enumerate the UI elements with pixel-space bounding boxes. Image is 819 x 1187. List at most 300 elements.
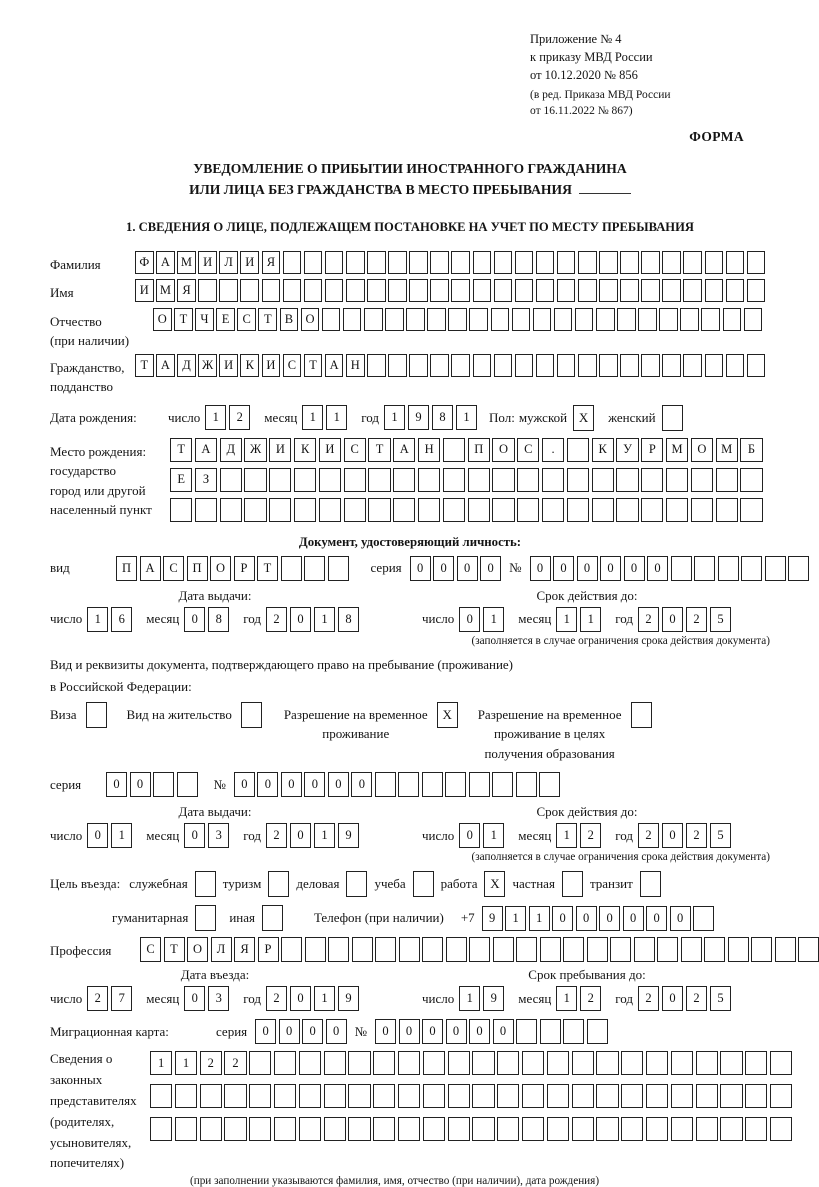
char-cell[interactable] bbox=[696, 1084, 718, 1108]
char-cell[interactable] bbox=[344, 468, 366, 492]
doc-series-grid[interactable] bbox=[410, 556, 502, 581]
char-cell[interactable]: С bbox=[140, 937, 161, 962]
char-cell[interactable] bbox=[596, 308, 615, 331]
profession-grid[interactable] bbox=[140, 937, 819, 962]
char-cell[interactable]: 3 bbox=[208, 986, 229, 1011]
char-cell[interactable]: К bbox=[592, 438, 614, 462]
char-cell[interactable] bbox=[587, 1019, 608, 1044]
char-cell[interactable] bbox=[448, 1051, 470, 1075]
char-cell[interactable] bbox=[517, 498, 539, 522]
char-cell[interactable]: 0 bbox=[469, 1019, 490, 1044]
char-cell[interactable] bbox=[220, 468, 242, 492]
char-cell[interactable]: А bbox=[325, 354, 344, 377]
char-cell[interactable] bbox=[726, 354, 745, 377]
char-cell[interactable]: Л bbox=[211, 937, 232, 962]
residence-number-grid[interactable] bbox=[234, 772, 561, 797]
representatives-grid-row2[interactable] bbox=[150, 1084, 792, 1108]
char-cell[interactable] bbox=[720, 1084, 742, 1108]
char-cell[interactable]: 2 bbox=[224, 1051, 246, 1075]
char-cell[interactable] bbox=[617, 308, 636, 331]
char-cell[interactable] bbox=[269, 498, 291, 522]
char-cell[interactable] bbox=[557, 251, 576, 274]
char-cell[interactable] bbox=[422, 937, 443, 962]
char-cell[interactable]: 8 bbox=[338, 607, 359, 632]
char-cell[interactable] bbox=[578, 251, 597, 274]
char-cell[interactable] bbox=[494, 279, 513, 302]
char-cell[interactable]: Ж bbox=[198, 354, 217, 377]
char-cell[interactable]: 0 bbox=[399, 1019, 420, 1044]
date-month-cells[interactable] bbox=[556, 823, 601, 848]
char-cell[interactable]: А bbox=[156, 251, 175, 274]
char-cell[interactable] bbox=[533, 308, 552, 331]
char-cell[interactable]: 2 bbox=[229, 405, 250, 430]
char-cell[interactable] bbox=[696, 1051, 718, 1075]
char-cell[interactable] bbox=[430, 251, 449, 274]
char-cell[interactable]: 9 bbox=[483, 986, 504, 1011]
char-cell[interactable] bbox=[547, 1051, 569, 1075]
char-cell[interactable]: Т bbox=[174, 308, 193, 331]
char-cell[interactable] bbox=[718, 556, 739, 581]
char-cell[interactable] bbox=[468, 498, 490, 522]
char-cell[interactable] bbox=[515, 354, 534, 377]
char-cell[interactable] bbox=[328, 556, 349, 581]
char-cell[interactable]: О bbox=[301, 308, 320, 331]
date-month-cells[interactable] bbox=[556, 986, 601, 1011]
char-cell[interactable]: 0 bbox=[577, 556, 598, 581]
entry-date-grid[interactable] bbox=[50, 986, 359, 1011]
char-cell[interactable] bbox=[274, 1117, 296, 1141]
char-cell[interactable] bbox=[249, 1117, 271, 1141]
char-cell[interactable]: 0 bbox=[328, 772, 349, 797]
char-cell[interactable] bbox=[616, 468, 638, 492]
char-cell[interactable]: 1 bbox=[456, 405, 477, 430]
char-cell[interactable] bbox=[325, 279, 344, 302]
char-cell[interactable]: 0 bbox=[410, 556, 431, 581]
char-cell[interactable]: 0 bbox=[600, 556, 621, 581]
char-cell[interactable] bbox=[720, 1051, 742, 1075]
char-cell[interactable] bbox=[726, 251, 745, 274]
char-cell[interactable]: 0 bbox=[302, 1019, 323, 1044]
char-cell[interactable] bbox=[423, 1084, 445, 1108]
char-cell[interactable]: 0 bbox=[662, 823, 683, 848]
char-cell[interactable]: 0 bbox=[257, 772, 278, 797]
char-cell[interactable]: О bbox=[153, 308, 172, 331]
char-cell[interactable]: 8 bbox=[208, 607, 229, 632]
char-cell[interactable] bbox=[388, 279, 407, 302]
char-cell[interactable]: 1 bbox=[483, 607, 504, 632]
char-cell[interactable] bbox=[592, 498, 614, 522]
char-cell[interactable] bbox=[616, 498, 638, 522]
char-cell[interactable] bbox=[200, 1117, 222, 1141]
char-cell[interactable]: П bbox=[468, 438, 490, 462]
char-cell[interactable] bbox=[662, 251, 681, 274]
char-cell[interactable]: 1 bbox=[302, 405, 323, 430]
char-cell[interactable]: 0 bbox=[670, 906, 691, 931]
char-cell[interactable] bbox=[621, 1117, 643, 1141]
char-cell[interactable]: З bbox=[195, 468, 217, 492]
char-cell[interactable]: 0 bbox=[599, 906, 620, 931]
char-cell[interactable]: 2 bbox=[638, 607, 659, 632]
char-cell[interactable] bbox=[765, 556, 786, 581]
char-cell[interactable] bbox=[446, 937, 467, 962]
representatives-grid-row1[interactable] bbox=[150, 1051, 792, 1075]
char-cell[interactable]: 9 bbox=[482, 906, 503, 931]
char-cell[interactable] bbox=[494, 251, 513, 274]
char-cell[interactable] bbox=[723, 308, 742, 331]
char-cell[interactable]: 9 bbox=[338, 823, 359, 848]
char-cell[interactable]: 0 bbox=[623, 906, 644, 931]
char-cell[interactable] bbox=[409, 251, 428, 274]
char-cell[interactable] bbox=[747, 354, 766, 377]
char-cell[interactable]: 0 bbox=[184, 823, 205, 848]
char-cell[interactable] bbox=[542, 468, 564, 492]
char-cell[interactable] bbox=[740, 498, 762, 522]
char-cell[interactable] bbox=[423, 1117, 445, 1141]
char-cell[interactable]: 0 bbox=[553, 556, 574, 581]
residence-permit-checkbox[interactable] bbox=[241, 702, 262, 728]
char-cell[interactable] bbox=[751, 937, 772, 962]
residence-expiry-grid[interactable] bbox=[422, 823, 731, 848]
char-cell[interactable] bbox=[451, 279, 470, 302]
char-cell[interactable]: 0 bbox=[422, 1019, 443, 1044]
char-cell[interactable] bbox=[641, 279, 660, 302]
visa-checkbox[interactable] bbox=[86, 702, 107, 728]
char-cell[interactable] bbox=[770, 1084, 792, 1108]
char-cell[interactable] bbox=[388, 354, 407, 377]
char-cell[interactable] bbox=[448, 1084, 470, 1108]
char-cell[interactable] bbox=[262, 279, 281, 302]
char-cell[interactable] bbox=[322, 308, 341, 331]
char-cell[interactable] bbox=[516, 1019, 537, 1044]
char-cell[interactable]: 0 bbox=[255, 1019, 276, 1044]
char-cell[interactable]: 0 bbox=[290, 607, 311, 632]
char-cell[interactable] bbox=[720, 1117, 742, 1141]
char-cell[interactable] bbox=[522, 1051, 544, 1075]
char-cell[interactable]: 2 bbox=[638, 986, 659, 1011]
char-cell[interactable]: 1 bbox=[483, 823, 504, 848]
char-cell[interactable] bbox=[493, 937, 514, 962]
char-cell[interactable] bbox=[596, 1051, 618, 1075]
char-cell[interactable] bbox=[373, 1117, 395, 1141]
char-cell[interactable] bbox=[398, 772, 419, 797]
citizenship-grid[interactable] bbox=[135, 354, 765, 377]
char-cell[interactable] bbox=[770, 1051, 792, 1075]
char-cell[interactable]: Н bbox=[418, 438, 440, 462]
char-cell[interactable]: 1 bbox=[556, 986, 577, 1011]
char-cell[interactable] bbox=[430, 279, 449, 302]
char-cell[interactable]: 5 bbox=[710, 823, 731, 848]
char-cell[interactable] bbox=[646, 1084, 668, 1108]
char-cell[interactable] bbox=[367, 279, 386, 302]
char-cell[interactable] bbox=[367, 251, 386, 274]
date-year-cells[interactable] bbox=[266, 607, 359, 632]
gender-female-checkbox[interactable] bbox=[662, 405, 683, 431]
char-cell[interactable] bbox=[409, 354, 428, 377]
char-cell[interactable]: А bbox=[393, 438, 415, 462]
char-cell[interactable]: 9 bbox=[338, 986, 359, 1011]
char-cell[interactable]: 0 bbox=[87, 823, 108, 848]
purpose-humanitarian-checkbox[interactable] bbox=[195, 905, 216, 931]
char-cell[interactable]: 2 bbox=[87, 986, 108, 1011]
char-cell[interactable]: 0 bbox=[493, 1019, 514, 1044]
char-cell[interactable]: И bbox=[198, 251, 217, 274]
char-cell[interactable]: И bbox=[240, 251, 259, 274]
purpose-other-checkbox[interactable] bbox=[262, 905, 283, 931]
char-cell[interactable]: 1 bbox=[580, 607, 601, 632]
char-cell[interactable] bbox=[563, 1019, 584, 1044]
char-cell[interactable] bbox=[472, 1117, 494, 1141]
char-cell[interactable] bbox=[610, 937, 631, 962]
date-day-cells[interactable] bbox=[87, 986, 132, 1011]
char-cell[interactable]: Т bbox=[170, 438, 192, 462]
date-year-cells[interactable] bbox=[266, 823, 359, 848]
char-cell[interactable] bbox=[430, 354, 449, 377]
char-cell[interactable]: 0 bbox=[290, 986, 311, 1011]
char-cell[interactable] bbox=[224, 1084, 246, 1108]
expiry-date-grid[interactable] bbox=[422, 607, 731, 632]
char-cell[interactable]: Я bbox=[262, 251, 281, 274]
char-cell[interactable] bbox=[694, 556, 715, 581]
migration-series-grid[interactable] bbox=[255, 1019, 347, 1044]
char-cell[interactable] bbox=[705, 251, 724, 274]
stay-until-grid[interactable] bbox=[422, 986, 731, 1011]
char-cell[interactable]: П bbox=[187, 556, 208, 581]
char-cell[interactable] bbox=[283, 279, 302, 302]
char-cell[interactable] bbox=[638, 308, 657, 331]
doc-number-grid[interactable] bbox=[530, 556, 810, 581]
purpose-private-checkbox[interactable] bbox=[562, 871, 583, 897]
char-cell[interactable]: Ч bbox=[195, 308, 214, 331]
char-cell[interactable] bbox=[592, 468, 614, 492]
char-cell[interactable] bbox=[473, 251, 492, 274]
char-cell[interactable]: 0 bbox=[662, 607, 683, 632]
char-cell[interactable] bbox=[547, 1117, 569, 1141]
char-cell[interactable] bbox=[563, 937, 584, 962]
char-cell[interactable] bbox=[567, 498, 589, 522]
char-cell[interactable] bbox=[348, 1051, 370, 1075]
doc-type-grid[interactable] bbox=[116, 556, 349, 581]
char-cell[interactable] bbox=[554, 308, 573, 331]
char-cell[interactable]: Р bbox=[258, 937, 279, 962]
char-cell[interactable] bbox=[492, 498, 514, 522]
char-cell[interactable] bbox=[281, 556, 302, 581]
char-cell[interactable]: Т bbox=[368, 438, 390, 462]
char-cell[interactable] bbox=[469, 308, 488, 331]
char-cell[interactable] bbox=[448, 308, 467, 331]
date-month-cells[interactable] bbox=[302, 405, 347, 430]
patronymic-grid[interactable] bbox=[153, 308, 762, 331]
char-cell[interactable]: 0 bbox=[130, 772, 151, 797]
char-cell[interactable]: 2 bbox=[580, 823, 601, 848]
char-cell[interactable] bbox=[540, 1019, 561, 1044]
char-cell[interactable]: С bbox=[283, 354, 302, 377]
char-cell[interactable] bbox=[522, 1117, 544, 1141]
char-cell[interactable]: 1 bbox=[505, 906, 526, 931]
char-cell[interactable] bbox=[741, 556, 762, 581]
char-cell[interactable] bbox=[304, 251, 323, 274]
char-cell[interactable]: М bbox=[716, 438, 738, 462]
char-cell[interactable]: 8 bbox=[432, 405, 453, 430]
char-cell[interactable] bbox=[443, 468, 465, 492]
char-cell[interactable] bbox=[536, 354, 555, 377]
char-cell[interactable]: О bbox=[210, 556, 231, 581]
char-cell[interactable] bbox=[325, 251, 344, 274]
char-cell[interactable] bbox=[705, 354, 724, 377]
char-cell[interactable] bbox=[304, 279, 323, 302]
char-cell[interactable]: 0 bbox=[530, 556, 551, 581]
char-cell[interactable]: 1 bbox=[556, 823, 577, 848]
char-cell[interactable] bbox=[621, 1084, 643, 1108]
char-cell[interactable]: 2 bbox=[266, 823, 287, 848]
char-cell[interactable] bbox=[393, 498, 415, 522]
residence-series-grid[interactable] bbox=[106, 772, 198, 797]
char-cell[interactable] bbox=[319, 498, 341, 522]
char-cell[interactable] bbox=[472, 1051, 494, 1075]
char-cell[interactable] bbox=[701, 308, 720, 331]
char-cell[interactable] bbox=[716, 468, 738, 492]
char-cell[interactable]: И bbox=[219, 354, 238, 377]
issue-date-grid[interactable] bbox=[50, 607, 359, 632]
char-cell[interactable]: 0 bbox=[646, 906, 667, 931]
char-cell[interactable] bbox=[385, 308, 404, 331]
char-cell[interactable]: Е bbox=[170, 468, 192, 492]
char-cell[interactable]: 1 bbox=[150, 1051, 172, 1075]
date-year-cells[interactable] bbox=[266, 986, 359, 1011]
char-cell[interactable] bbox=[418, 468, 440, 492]
surname-grid[interactable] bbox=[135, 251, 765, 274]
char-cell[interactable]: Р bbox=[641, 438, 663, 462]
date-day-cells[interactable] bbox=[87, 823, 132, 848]
char-cell[interactable] bbox=[299, 1084, 321, 1108]
char-cell[interactable] bbox=[620, 251, 639, 274]
char-cell[interactable] bbox=[375, 772, 396, 797]
char-cell[interactable] bbox=[451, 354, 470, 377]
char-cell[interactable] bbox=[398, 1084, 420, 1108]
char-cell[interactable] bbox=[274, 1084, 296, 1108]
char-cell[interactable] bbox=[620, 279, 639, 302]
char-cell[interactable]: Я bbox=[234, 937, 255, 962]
char-cell[interactable] bbox=[557, 354, 576, 377]
char-cell[interactable] bbox=[621, 1051, 643, 1075]
char-cell[interactable]: 7 bbox=[111, 986, 132, 1011]
char-cell[interactable] bbox=[344, 498, 366, 522]
char-cell[interactable] bbox=[575, 308, 594, 331]
char-cell[interactable] bbox=[788, 556, 809, 581]
char-cell[interactable] bbox=[367, 354, 386, 377]
char-cell[interactable]: А bbox=[195, 438, 217, 462]
char-cell[interactable] bbox=[324, 1051, 346, 1075]
date-year-cells[interactable] bbox=[638, 607, 731, 632]
char-cell[interactable] bbox=[364, 308, 383, 331]
char-cell[interactable] bbox=[515, 251, 534, 274]
char-cell[interactable]: 1 bbox=[314, 823, 335, 848]
char-cell[interactable] bbox=[536, 251, 555, 274]
char-cell[interactable] bbox=[497, 1051, 519, 1075]
representatives-grid-row3[interactable] bbox=[150, 1117, 792, 1141]
purpose-study-checkbox[interactable] bbox=[413, 871, 434, 897]
char-cell[interactable]: А bbox=[156, 354, 175, 377]
char-cell[interactable] bbox=[175, 1084, 197, 1108]
char-cell[interactable] bbox=[683, 251, 702, 274]
char-cell[interactable] bbox=[305, 937, 326, 962]
char-cell[interactable]: 0 bbox=[647, 556, 668, 581]
char-cell[interactable]: 2 bbox=[266, 607, 287, 632]
char-cell[interactable] bbox=[491, 308, 510, 331]
char-cell[interactable]: 0 bbox=[106, 772, 127, 797]
char-cell[interactable] bbox=[492, 468, 514, 492]
char-cell[interactable] bbox=[641, 354, 660, 377]
char-cell[interactable] bbox=[745, 1084, 767, 1108]
char-cell[interactable]: 0 bbox=[375, 1019, 396, 1044]
char-cell[interactable] bbox=[681, 937, 702, 962]
char-cell[interactable]: У bbox=[616, 438, 638, 462]
char-cell[interactable]: Д bbox=[220, 438, 242, 462]
char-cell[interactable]: Е bbox=[216, 308, 235, 331]
char-cell[interactable]: Т bbox=[135, 354, 154, 377]
char-cell[interactable]: 0 bbox=[576, 906, 597, 931]
char-cell[interactable] bbox=[578, 279, 597, 302]
char-cell[interactable]: 3 bbox=[208, 823, 229, 848]
char-cell[interactable] bbox=[399, 937, 420, 962]
char-cell[interactable] bbox=[745, 1051, 767, 1075]
char-cell[interactable] bbox=[659, 308, 678, 331]
date-year-cells[interactable] bbox=[638, 986, 731, 1011]
char-cell[interactable] bbox=[747, 251, 766, 274]
char-cell[interactable] bbox=[170, 498, 192, 522]
char-cell[interactable]: А bbox=[140, 556, 161, 581]
date-month-cells[interactable] bbox=[184, 607, 229, 632]
char-cell[interactable]: 0 bbox=[281, 772, 302, 797]
purpose-tourism-checkbox[interactable] bbox=[268, 871, 289, 897]
char-cell[interactable]: Н bbox=[346, 354, 365, 377]
char-cell[interactable] bbox=[596, 1084, 618, 1108]
char-cell[interactable] bbox=[368, 468, 390, 492]
char-cell[interactable] bbox=[393, 468, 415, 492]
char-cell[interactable]: 0 bbox=[234, 772, 255, 797]
char-cell[interactable]: 1 bbox=[326, 405, 347, 430]
char-cell[interactable]: М bbox=[666, 438, 688, 462]
char-cell[interactable]: 1 bbox=[175, 1051, 197, 1075]
char-cell[interactable] bbox=[294, 498, 316, 522]
char-cell[interactable]: 0 bbox=[662, 986, 683, 1011]
char-cell[interactable] bbox=[745, 1117, 767, 1141]
char-cell[interactable]: 0 bbox=[304, 772, 325, 797]
char-cell[interactable] bbox=[398, 1051, 420, 1075]
char-cell[interactable] bbox=[469, 772, 490, 797]
char-cell[interactable]: Ф bbox=[135, 251, 154, 274]
char-cell[interactable]: О bbox=[691, 438, 713, 462]
char-cell[interactable]: 0 bbox=[459, 607, 480, 632]
char-cell[interactable] bbox=[200, 1084, 222, 1108]
char-cell[interactable]: 2 bbox=[686, 607, 707, 632]
char-cell[interactable] bbox=[443, 438, 465, 462]
residence-issue-grid[interactable] bbox=[50, 823, 359, 848]
char-cell[interactable] bbox=[693, 906, 714, 931]
char-cell[interactable] bbox=[423, 1051, 445, 1075]
char-cell[interactable] bbox=[567, 438, 589, 462]
char-cell[interactable] bbox=[587, 937, 608, 962]
char-cell[interactable]: 0 bbox=[184, 986, 205, 1011]
char-cell[interactable]: С bbox=[163, 556, 184, 581]
char-cell[interactable] bbox=[468, 468, 490, 492]
char-cell[interactable] bbox=[515, 279, 534, 302]
char-cell[interactable]: 1 bbox=[314, 986, 335, 1011]
char-cell[interactable] bbox=[497, 1117, 519, 1141]
char-cell[interactable] bbox=[343, 308, 362, 331]
char-cell[interactable]: 0 bbox=[480, 556, 501, 581]
char-cell[interactable] bbox=[770, 1117, 792, 1141]
char-cell[interactable] bbox=[696, 1117, 718, 1141]
